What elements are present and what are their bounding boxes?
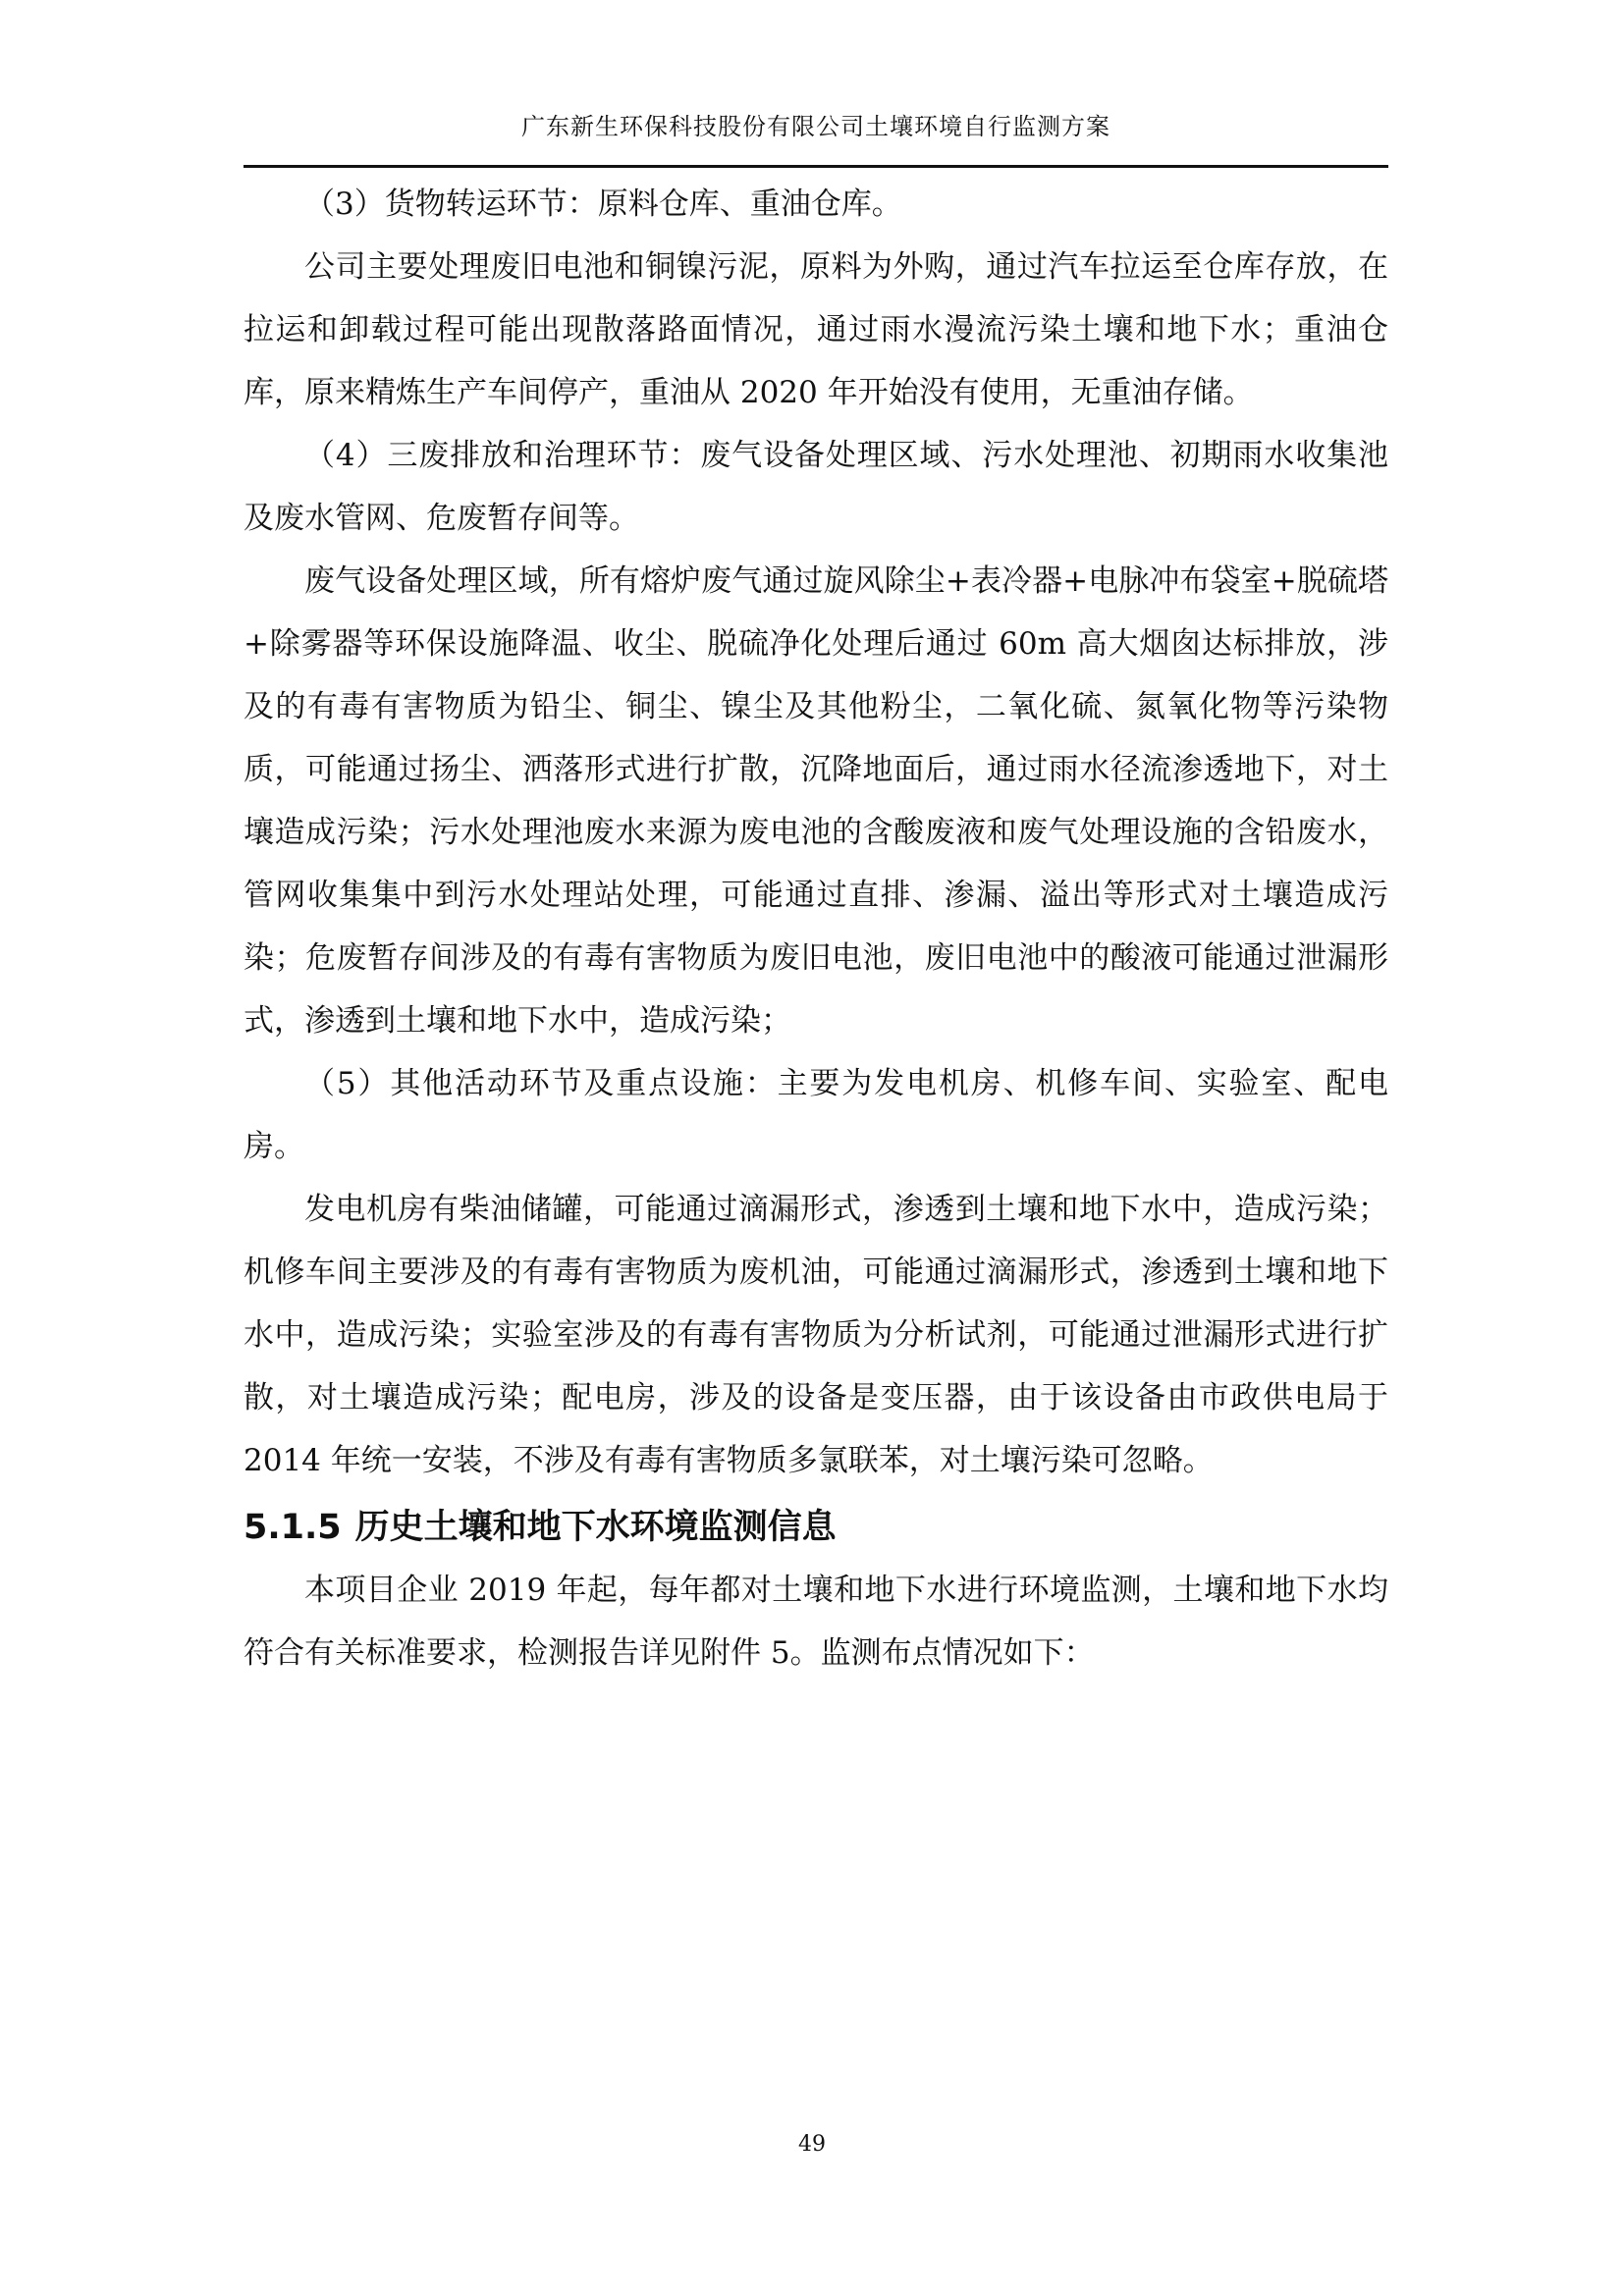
paragraph-facilities-detail: 发电机房有柴油储罐，可能通过滴漏形式，渗透到土壤和地下水中，造成污染；机修车间主要涉及的有毒有害物质为废机油，可能通过滴漏形式，渗透到土壤和地下水中，造成污染；实验室涉及的有毒有害物质为分析试剂，可能通过泄漏形式进行扩散，对土壤造成污染；配电房，涉及的设备是变压器，由于该设备由市政供电局于 2014 年统一安装，不涉及有毒有害物质多氯联苯，对土壤污染可忽略。 <box>244 1192 1388 1478</box>
paragraph-monitoring-history: 本项目企业 2019 年起，每年都对土壤和地下水进行环境监测，土壤和地下水均符合有关标准要求，检测报告详见附件 5。监测布点情况如下： <box>244 1573 1388 1671</box>
page-number: 49 <box>798 2132 826 2157</box>
document-body <box>244 173 1388 1684</box>
paragraph-goods-transfer: （3）货物转运环节：原料仓库、重油仓库。 <box>304 187 902 222</box>
paragraph-waste-treatment: （4）三废排放和治理环节：废气设备处理区域、污水处理池、初期雨水收集池及废水管网、危废暂存间等。 <box>244 438 1388 536</box>
section-number: 5.1.5 <box>244 1508 342 1547</box>
section-title: 历史土壤和地下水环境监测信息 <box>354 1508 837 1547</box>
paragraph-other-activities: （5）其他活动环节及重点设施：主要为发电机房、机修车间、实验室、配电房。 <box>244 1066 1388 1164</box>
paragraph-exhaust-treatment: 废气设备处理区域，所有熔炉废气通过旋风除尘+表冷器+电脉冲布袋室+脱硫塔+除雾器等环保设施降温、收尘、脱硫净化处理后通过 60m 高大烟囱达标排放，涉及的有毒有害物质为铅尘、铜尘、镍尘及其他粉尘，二氧化硫、氮氧化物等污染物质，可能通过扬尘、洒落形式进行扩散，沉降地面后，通过雨水径流渗透地下，对土壤造成污染；污水处理池废水来源为废电池的含酸废液和废气处理设施的含铅废水，管网收集集中到污水处理站处理，可能通过直排、渗漏、溢出等形式对土壤造成污染；危废暂存间涉及的有毒有害物质为废旧电池，废旧电池中的酸液可能通过泄漏形式，渗透到土壤和地下水中，造成污染； <box>244 563 1388 1039</box>
page-header: 广东新生环保科技股份有限公司土壤环境自行监测方案 <box>521 113 1110 140</box>
section-heading <box>244 1492 1388 1559</box>
header-divider <box>244 165 1388 168</box>
paragraph-raw-material-storage: 公司主要处理废旧电池和铜镍污泥，原料为外购，通过汽车拉运至仓库存放，在拉运和卸载过程可能出现散落路面情况，通过雨水漫流污染土壤和地下水；重油仓库，原来精炼生产车间停产，重油从 2020 年开始没有使用，无重油存储。 <box>244 249 1388 410</box>
